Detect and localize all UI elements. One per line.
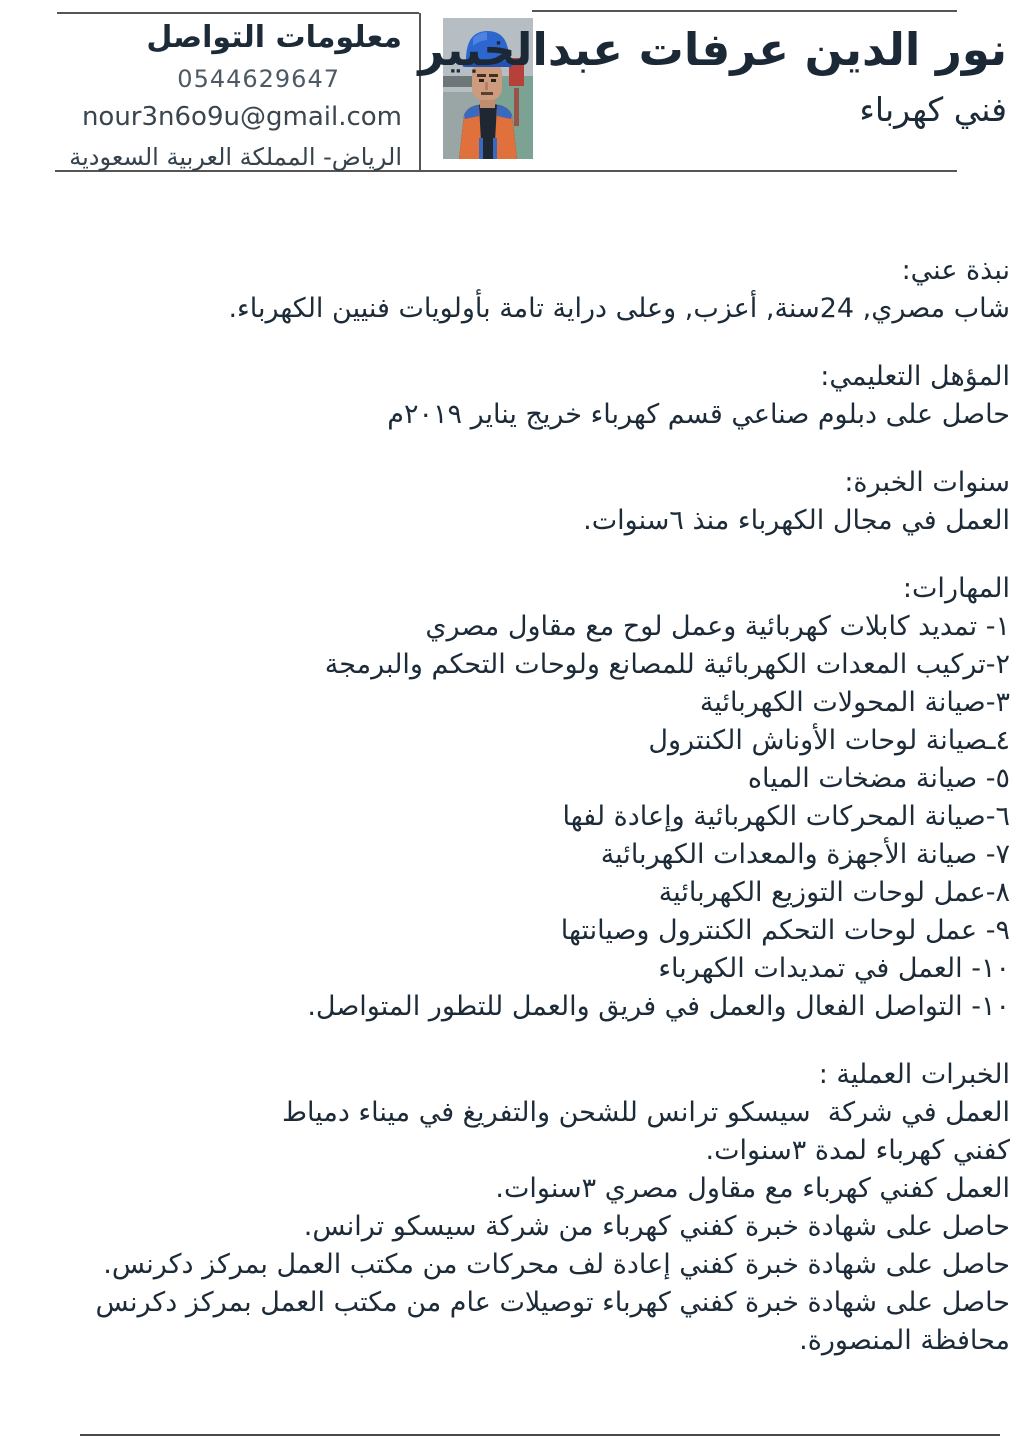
job-title: فني كهرباء (859, 89, 1007, 129)
section-about (40, 252, 1010, 328)
location-text: الرياض- المملكة العربية السعودية (69, 143, 402, 171)
experience-line: العمل كفني كهرباء مع مقاول مصري ٣سنوات. (495, 1173, 1010, 1204)
experience-line: حاصل على شهادة خبرة كفني إعادة لف محركات من مكتب العمل بمركز دكرنس. (103, 1249, 1010, 1280)
experience-line: حاصل على شهادة خبرة كفني كهرباء من شركة سيسكو ترانس. (303, 1211, 1010, 1242)
skill-item: ٢-تركيب المعدات الكهربائية للمصانع ولوحات التحكم والبرمجة (324, 649, 1010, 680)
skill-item: ١- تمديد كابلات كهربائية وعمل لوح مع مقاول مصري (425, 611, 1010, 642)
section-skills (40, 570, 1010, 1026)
email-address: nour3n6o9u@gmail.com (81, 102, 402, 132)
section-heading: سنوات الخبرة: (844, 467, 1010, 498)
experience-line: كفني كهرباء لمدة ٣سنوات. (705, 1135, 1010, 1166)
resume-body (40, 252, 1010, 1360)
skill-item: ٦-صيانة المحركات الكهربائية وإعادة لفها (562, 801, 1010, 832)
section-line: العمل في مجال الكهرباء منذ ٦سنوات. (583, 505, 1010, 536)
experience-line: العمل في شركة سيسكو ترانس للشحن والتفريغ في ميناء دمياط (282, 1097, 1010, 1128)
section-years-of-experience (40, 464, 1010, 540)
skill-item: ٣-صيانة المحولات الكهربائية (699, 687, 1010, 718)
contact-info (57, 20, 402, 171)
section-heading: المهارات: (902, 573, 1010, 604)
section-education (40, 358, 1010, 434)
section-heading: المؤهل التعليمي: (820, 361, 1010, 392)
section-heading: نبذة عني: (901, 255, 1010, 286)
section-line: حاصل على دبلوم صناعي قسم كهرباء خريج يناير ٢٠١٩م (387, 399, 1010, 430)
phone-number: 0544629647 (177, 65, 340, 93)
skill-item: ٤ـصيانة لوحات الأوناش الكنترول (648, 725, 1010, 756)
skill-item: ٥- صيانة مضخات المياه (747, 763, 1010, 794)
person-name: نور الدين عرفات عبدالخبير (418, 23, 1007, 76)
skill-item: ٨-عمل لوحات التوزيع الكهربائية (658, 877, 1010, 908)
header-top-right-divider (532, 10, 957, 12)
footer-divider (80, 1434, 1000, 1436)
experience-line: محافظة المنصورة. (799, 1325, 1010, 1356)
identity-block (418, 24, 1007, 129)
contact-title: معلومات التواصل (146, 20, 402, 55)
section-heading: الخبرات العملية : (818, 1059, 1010, 1090)
skill-item: ٩- عمل لوحات التحكم الكنترول وصيانتها (560, 915, 1010, 946)
section-work-experience (40, 1056, 1010, 1360)
section-line: شاب مصري, 24سنة, أعزب, وعلى دراية تامة بأولويات فنيين الكهرباء. (228, 293, 1010, 324)
skill-item: ١٠- التواصل الفعال والعمل في فريق والعمل للتطور المتواصل. (307, 991, 1010, 1022)
experience-line: حاصل على شهادة خبرة كفني كهرباء توصيلات عام من مكتب العمل بمركز دكرنس (95, 1287, 1010, 1318)
header-top-left-divider (57, 12, 419, 14)
skill-item: ٧- صيانة الأجهزة والمعدات الكهربائية (600, 839, 1010, 870)
skill-item: ١٠- العمل في تمديدات الكهرباء (658, 953, 1010, 984)
